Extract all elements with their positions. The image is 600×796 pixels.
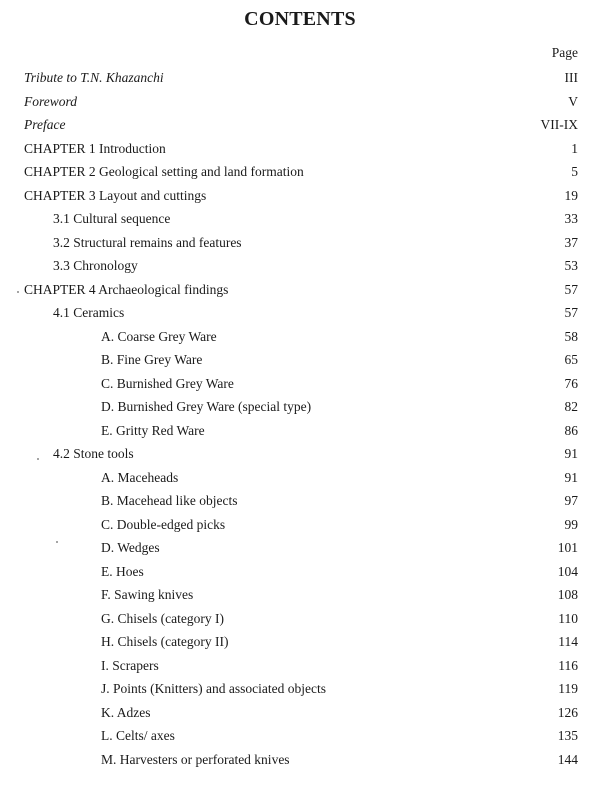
toc-entry-page: 53 bbox=[564, 258, 578, 273]
toc-entry-page: 5 bbox=[571, 164, 578, 179]
toc-entry-title: H. Chisels (category II) bbox=[101, 634, 229, 649]
toc-entry bbox=[0, 513, 600, 537]
toc-entry bbox=[0, 160, 600, 184]
toc-entry-page: 114 bbox=[558, 634, 578, 649]
toc-entry-page: 126 bbox=[557, 704, 578, 720]
scan-speck bbox=[37, 458, 39, 460]
toc-entry-title: J. Points (Knitters) and associated objects bbox=[101, 681, 326, 696]
toc-entry bbox=[0, 254, 600, 278]
toc-entry-title: L. Celts/ axes bbox=[101, 728, 175, 743]
toc-entry-title: I. Scrapers bbox=[101, 657, 159, 673]
toc-entry bbox=[0, 113, 600, 137]
toc-entry-title: E. Gritty Red Ware bbox=[101, 422, 205, 438]
toc-entry bbox=[0, 278, 600, 302]
toc-entry bbox=[0, 748, 600, 772]
toc-entry-page: 58 bbox=[564, 328, 578, 344]
toc-entry-page: V bbox=[568, 93, 578, 109]
toc-entry-title: G. Chisels (category I) bbox=[101, 610, 224, 626]
page-column-header: Page bbox=[551, 45, 578, 60]
toc-entry-title: CHAPTER 1 Introduction bbox=[24, 140, 166, 156]
scan-speck bbox=[56, 541, 58, 543]
toc-entry bbox=[0, 630, 600, 654]
toc-entry-page: 110 bbox=[558, 610, 578, 626]
toc-entry-title: CHAPTER 4 Archaeological findings bbox=[24, 281, 229, 297]
toc-entry bbox=[0, 724, 600, 748]
toc-entry-page: VII-IX bbox=[540, 117, 578, 132]
toc-entry-title: Tribute to T.N. Khazanchi bbox=[24, 70, 164, 85]
toc-entry-page: 57 bbox=[564, 305, 578, 320]
toc-entry-title: E. Hoes bbox=[101, 563, 144, 579]
toc-entry-page: 97 bbox=[564, 493, 578, 508]
toc-entry bbox=[0, 466, 600, 490]
toc-entry-page: 101 bbox=[557, 540, 578, 555]
toc-entry-title: D. Burnished Grey Ware (special type) bbox=[101, 399, 312, 414]
toc-entry-page: 82 bbox=[564, 399, 578, 414]
toc-entry bbox=[0, 348, 600, 372]
toc-entry-title: M. Harvesters or perforated knives bbox=[101, 751, 290, 767]
toc-entry-title: B. Fine Grey Ware bbox=[101, 352, 203, 367]
scan-speck bbox=[17, 291, 19, 293]
toc-entry bbox=[0, 231, 600, 255]
toc-entry-title: F. Sawing knives bbox=[101, 587, 194, 602]
toc-entry-page: 116 bbox=[558, 657, 578, 673]
toc-entry-title: B. Macehead like objects bbox=[101, 493, 238, 508]
toc-entry-title: CHAPTER 2 Geological setting and land formation bbox=[24, 164, 304, 179]
toc-entry bbox=[0, 607, 600, 631]
toc-entry bbox=[0, 325, 600, 349]
page-title: CONTENTS bbox=[244, 8, 356, 30]
toc-entry-title: 3.3 Chronology bbox=[53, 258, 138, 273]
toc-entry-page: 33 bbox=[564, 211, 578, 226]
toc-entry-title: Foreword bbox=[24, 93, 77, 109]
toc-entry-page: 19 bbox=[564, 187, 578, 203]
toc-entry-page: 37 bbox=[564, 234, 578, 250]
toc-entry-title: 4.2 Stone tools bbox=[53, 446, 134, 461]
toc-entry-page: 135 bbox=[557, 728, 578, 743]
toc-entry-page: 86 bbox=[564, 422, 578, 438]
toc-entry-page: 119 bbox=[558, 681, 578, 696]
toc-entry-page: 104 bbox=[557, 563, 578, 579]
toc-entry bbox=[0, 560, 600, 584]
toc-entry-page: 91 bbox=[564, 446, 578, 461]
toc-entry-page: 1 bbox=[571, 140, 578, 156]
toc-entry-page: 91 bbox=[564, 469, 578, 485]
toc-entry bbox=[0, 442, 600, 466]
toc-entry-title: 3.1 Cultural sequence bbox=[53, 211, 171, 226]
toc-entry-title: A. Maceheads bbox=[101, 469, 179, 485]
toc-entry bbox=[0, 654, 600, 678]
toc-entry bbox=[0, 677, 600, 701]
toc-entry-title: K. Adzes bbox=[101, 704, 151, 720]
toc-entry-title: 4.1 Ceramics bbox=[53, 305, 125, 320]
toc-entry bbox=[0, 66, 600, 90]
toc-entry bbox=[0, 395, 600, 419]
toc-entry bbox=[0, 489, 600, 513]
toc-entry-page: 144 bbox=[557, 751, 578, 767]
toc-entry-page: 57 bbox=[564, 281, 578, 297]
toc-entry bbox=[0, 184, 600, 208]
toc-entry-page: 108 bbox=[557, 587, 578, 602]
toc-entry bbox=[0, 90, 600, 114]
toc-entry bbox=[0, 701, 600, 725]
toc-entry-title: CHAPTER 3 Layout and cuttings bbox=[24, 187, 207, 203]
toc-entry-title: C. Burnished Grey Ware bbox=[101, 375, 234, 391]
toc-entry bbox=[0, 419, 600, 443]
toc-entry-page: 65 bbox=[564, 352, 578, 367]
toc-entry bbox=[0, 536, 600, 560]
toc-entry bbox=[0, 207, 600, 231]
toc-entry bbox=[0, 301, 600, 325]
toc-entry-page: III bbox=[564, 70, 578, 85]
toc-entry-page: 99 bbox=[564, 516, 578, 532]
toc-entry bbox=[0, 137, 600, 161]
toc-entry-title: C. Double-edged picks bbox=[101, 516, 226, 532]
toc-entry-title: A. Coarse Grey Ware bbox=[101, 328, 217, 344]
toc-entry-title: Preface bbox=[24, 117, 66, 132]
toc-entry-title: 3.2 Structural remains and features bbox=[53, 234, 242, 250]
toc-entry-page: 76 bbox=[564, 375, 578, 391]
toc-entry bbox=[0, 372, 600, 396]
toc-entry-title: D. Wedges bbox=[101, 540, 160, 555]
toc-entry bbox=[0, 583, 600, 607]
table-of-contents bbox=[0, 66, 600, 771]
